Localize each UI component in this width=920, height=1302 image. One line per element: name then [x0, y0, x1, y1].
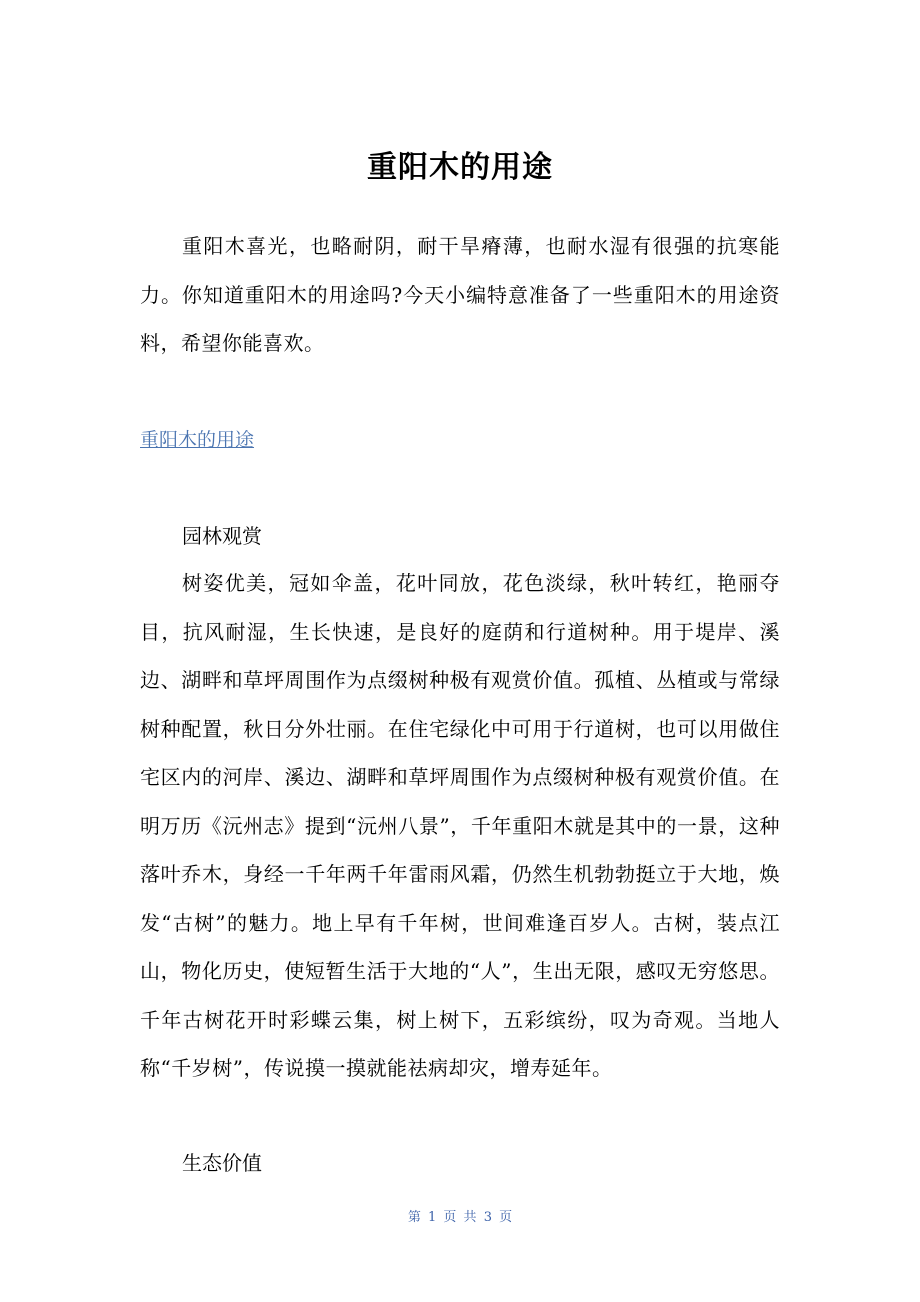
page-number-footer: 第 1 页 共 3 页	[407, 1210, 513, 1225]
subheading-ecology: 生态价值	[182, 1151, 262, 1175]
document-title: 重阳木的用途	[367, 150, 553, 185]
subheading-landscape: 园林观赏	[182, 524, 262, 548]
intro-paragraph: 重阳木喜光，也略耐阴，耐干旱瘠薄，也耐水湿有很强的抗寒能力。你知道重阳木的用途吗?今天小编特意准备了一些重阳木的用途资料，希望你能喜欢。	[140, 234, 780, 355]
section-heading-link[interactable]: 重阳木的用途	[140, 429, 255, 451]
landscape-paragraph: 树姿优美，冠如伞盖，花叶同放，花色淡绿，秋叶转红，艳丽夺目，抗风耐湿，生长快速，是良好的庭荫和行道树种。用于堤岸、溪边、湖畔和草坪周围作为点缀树种极有观赏价值。孤植、丛植或与常绿树种配置，秋日分外壮丽。在住宅绿化中可用于行道树，也可以用做住宅区内的河岸、溪边、湖畔和草坪周围作为点缀树种极有观赏价值。在明万历《沅州志》提到“沅州八景”，千年重阳木就是其中的一景，这种落叶乔木，身经一千年两千年雷雨风霜，仍然生机勃勃挺立于大地，焕发“古树”的魅力。地上早有千年树，世间难逢百岁人。古树，装点江山，物化历史，使短暂生活于大地的“人”，生出无限，感叹无穷悠思。千年古树花开时彩蝶云集，树上树下，五彩缤纷，叹为奇观。当地人称“千岁树”，传说摸一摸就能祛病却灾，增寿延年。	[140, 571, 780, 1080]
